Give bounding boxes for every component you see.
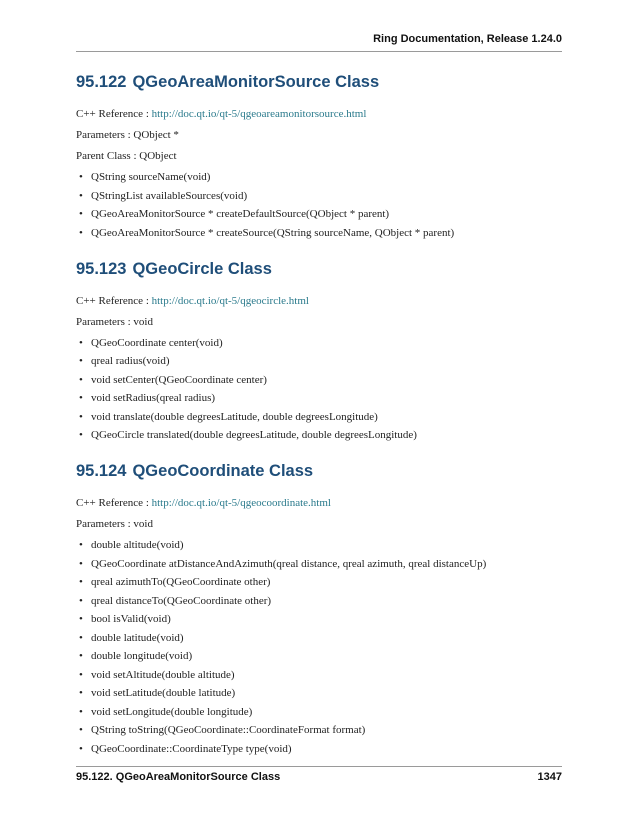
method-signature: QString sourceName(void) bbox=[91, 171, 211, 183]
method-signature: void setLongitude(double longitude) bbox=[91, 705, 253, 718]
method-item bbox=[76, 669, 562, 682]
section-heading bbox=[76, 72, 562, 92]
bullet-icon: • bbox=[79, 650, 83, 662]
bullet-icon: • bbox=[79, 594, 83, 607]
method-signature: void setRadius(qreal radius) bbox=[91, 392, 216, 404]
method-signature: qreal radius(void) bbox=[91, 355, 170, 367]
method-signature: double altitude(void) bbox=[91, 539, 184, 551]
method-signature: QGeoCoordinate atDistanceAndAzimuth(qreal distance, qreal azimuth, qreal distanceUp) bbox=[91, 557, 487, 570]
method-list bbox=[76, 337, 562, 443]
cpp-reference-line bbox=[76, 295, 562, 308]
cpp-reference-link[interactable]: http://doc.qt.io/qt-5/qgeoareamonitorsource.html bbox=[151, 108, 367, 120]
bullet-icon: • bbox=[79, 171, 83, 183]
cpp-reference-line bbox=[76, 108, 562, 121]
section-number: 95.124 bbox=[76, 462, 127, 480]
method-item bbox=[76, 595, 562, 608]
bullet-icon: • bbox=[79, 539, 83, 551]
bullet-icon: • bbox=[79, 576, 83, 588]
cpp-reference-line bbox=[76, 497, 562, 510]
method-item bbox=[76, 171, 562, 184]
bullet-icon: • bbox=[79, 557, 83, 570]
method-signature: QGeoCoordinate::CoordinateType type(void) bbox=[91, 742, 292, 755]
method-item bbox=[76, 539, 562, 552]
method-item bbox=[76, 227, 562, 240]
parameters-line: Parameters : void bbox=[76, 518, 153, 530]
method-item bbox=[76, 724, 562, 737]
section-heading bbox=[76, 461, 562, 481]
method-item bbox=[76, 208, 562, 221]
cpp-reference-link[interactable]: http://doc.qt.io/qt-5/qgeocircle.html bbox=[151, 294, 309, 307]
bullet-icon: • bbox=[79, 705, 83, 718]
section-qgeocircle bbox=[76, 259, 562, 443]
method-signature: QGeoAreaMonitorSource * createDefaultSource(QObject * parent) bbox=[91, 208, 390, 220]
section-title: QGeoAreaMonitorSource Class bbox=[132, 73, 380, 91]
method-item bbox=[76, 558, 562, 571]
bullet-icon: • bbox=[79, 208, 83, 220]
method-item bbox=[76, 392, 562, 405]
method-item bbox=[76, 632, 562, 645]
page-number: 1347 bbox=[537, 771, 562, 783]
bullet-icon: • bbox=[79, 189, 83, 202]
method-list bbox=[76, 171, 562, 240]
method-signature: void setAltitude(double altitude) bbox=[91, 668, 235, 681]
page-content bbox=[76, 72, 562, 761]
method-item bbox=[76, 374, 562, 387]
section-qgeocoordinate bbox=[76, 461, 562, 756]
method-signature: QGeoCoordinate center(void) bbox=[91, 336, 223, 349]
parent-class-line: Parent Class : QObject bbox=[76, 150, 177, 162]
section-heading bbox=[76, 259, 562, 279]
cpp-reference-link[interactable]: http://doc.qt.io/qt-5/qgeocoordinate.html bbox=[151, 497, 331, 509]
parameters-line: Parameters : QObject * bbox=[76, 129, 179, 141]
footer-divider bbox=[76, 766, 562, 767]
cpp-reference-label: C++ Reference : bbox=[76, 497, 149, 509]
method-item bbox=[76, 650, 562, 663]
bullet-icon: • bbox=[79, 687, 83, 699]
running-header: Ring Documentation, Release 1.24.0 bbox=[373, 33, 562, 45]
method-item bbox=[76, 337, 562, 350]
bullet-icon: • bbox=[79, 226, 83, 239]
method-item bbox=[76, 743, 562, 756]
section-title: QGeoCircle Class bbox=[132, 259, 272, 278]
bullet-icon: • bbox=[79, 631, 83, 644]
method-signature: void setLatitude(double latitude) bbox=[91, 687, 236, 699]
method-signature: double latitude(void) bbox=[91, 631, 184, 644]
method-item bbox=[76, 411, 562, 424]
method-signature: void setCenter(QGeoCoordinate center) bbox=[91, 373, 267, 386]
method-signature: qreal azimuthTo(QGeoCoordinate other) bbox=[91, 576, 271, 588]
bullet-icon: • bbox=[79, 355, 83, 367]
cpp-reference-label: C++ Reference : bbox=[76, 294, 149, 307]
method-item bbox=[76, 687, 562, 700]
bullet-icon: • bbox=[79, 668, 83, 681]
bullet-icon: • bbox=[79, 429, 83, 441]
bullet-icon: • bbox=[79, 742, 83, 755]
method-item bbox=[76, 190, 562, 203]
method-item bbox=[76, 576, 562, 589]
method-item bbox=[76, 613, 562, 626]
bullet-icon: • bbox=[79, 724, 83, 736]
section-title: QGeoCoordinate Class bbox=[132, 462, 314, 480]
method-signature: bool isValid(void) bbox=[91, 613, 171, 625]
method-item bbox=[76, 429, 562, 442]
method-item bbox=[76, 355, 562, 368]
parameters-line: Parameters : void bbox=[76, 315, 153, 328]
method-list bbox=[76, 539, 562, 756]
section-qgeoareamonitorsource bbox=[76, 72, 562, 240]
cpp-reference-label: C++ Reference : bbox=[76, 108, 149, 120]
method-signature: QGeoCircle translated(double degreesLatitude, double degreesLongitude) bbox=[91, 429, 417, 441]
method-item bbox=[76, 706, 562, 719]
header-divider bbox=[76, 51, 562, 52]
footer-section-label: 95.122. QGeoAreaMonitorSource Class bbox=[76, 771, 281, 783]
bullet-icon: • bbox=[79, 613, 83, 625]
method-signature: void translate(double degreesLatitude, double degreesLongitude) bbox=[91, 410, 378, 423]
bullet-icon: • bbox=[79, 410, 83, 423]
method-signature: qreal distanceTo(QGeoCoordinate other) bbox=[91, 594, 272, 607]
method-signature: QGeoAreaMonitorSource * createSource(QString sourceName, QObject * parent) bbox=[91, 226, 455, 239]
method-signature: QString toString(QGeoCoordinate::CoordinateFormat format) bbox=[91, 724, 366, 736]
bullet-icon: • bbox=[79, 392, 83, 404]
bullet-icon: • bbox=[79, 373, 83, 386]
bullet-icon: • bbox=[79, 336, 83, 349]
method-signature: QStringList availableSources(void) bbox=[91, 189, 248, 202]
section-number: 95.122 bbox=[76, 73, 127, 91]
section-number: 95.123 bbox=[76, 259, 127, 278]
method-signature: double longitude(void) bbox=[91, 650, 193, 662]
